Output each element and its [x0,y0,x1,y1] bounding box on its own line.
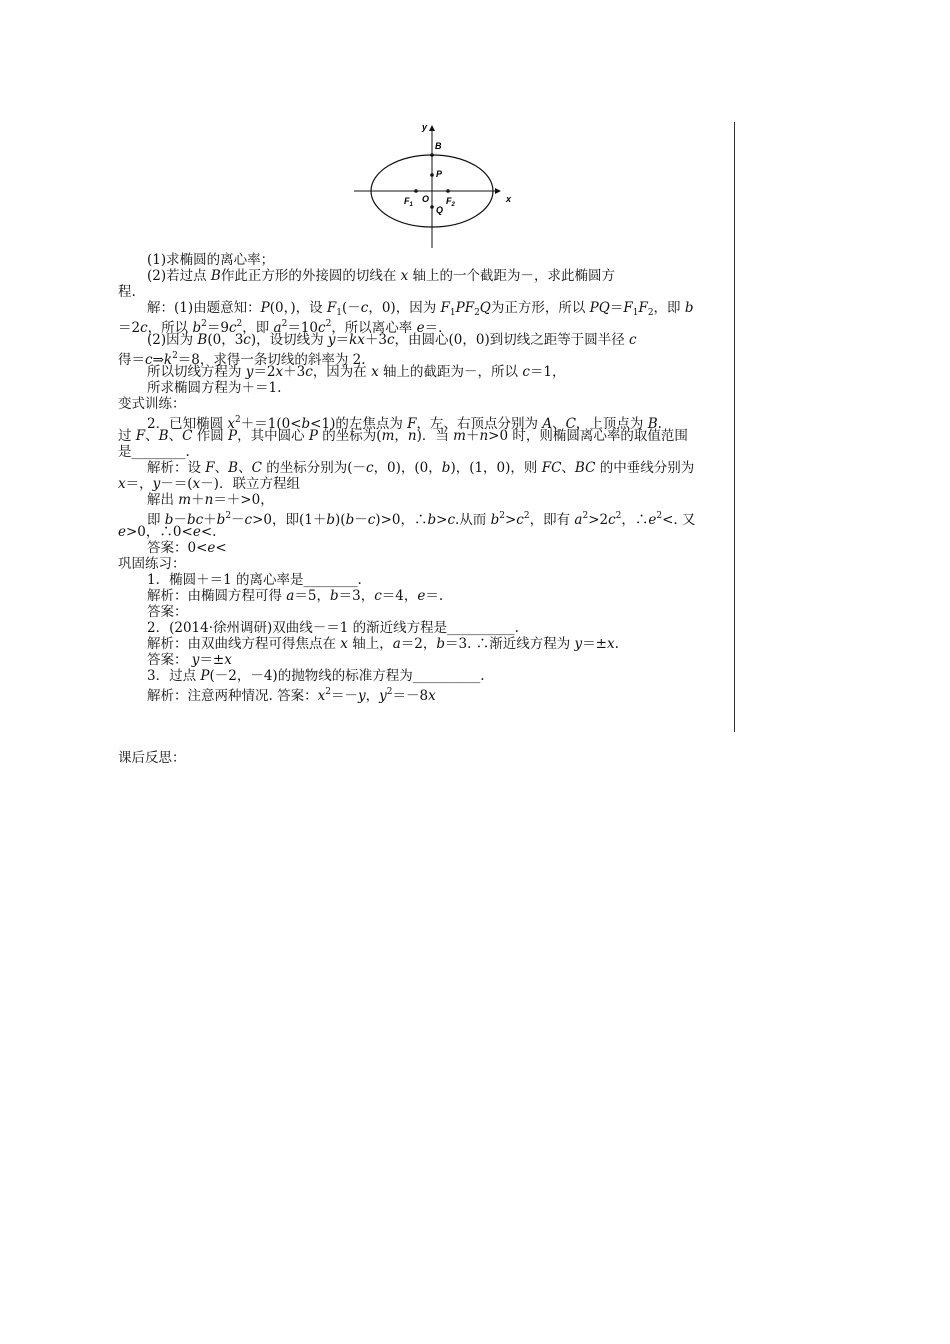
superscript: 2 [325,319,332,329]
math-variable: y [191,652,200,668]
text-run: <. 又 [662,512,696,528]
text-run: ＝4， [381,588,418,604]
superscript: 2 [386,687,393,697]
math-variable: a [286,588,295,604]
text-line [147,364,565,380]
text-run: 轴上的截距为－，所以 [378,364,523,380]
math-variable: C [565,416,576,432]
superscript: 2 [281,319,288,329]
math-variable: c [374,588,382,604]
text-run: > [436,512,448,528]
text-run: ， [365,688,380,704]
math-variable: b [192,320,202,336]
math-variable: x [317,688,326,704]
superscript: 2 [523,511,530,521]
label-x: x [506,194,512,204]
math-variable: c [360,300,369,316]
text-run: )，(1，0)，则 [450,460,542,476]
text-line [147,380,281,396]
point-b [430,153,434,157]
text-run: 得＝ [118,352,145,368]
text-run: ＝5， [294,588,330,604]
text-run: ＝3. ∴渐近线方程为 [445,636,575,652]
subscript: 2 [647,308,654,318]
superscript: 2 [235,415,241,425]
math-variable: x [428,688,436,704]
math-variable: b [490,512,500,528]
text-run: ⇒ [152,352,164,368]
math-variable: PQ [589,300,610,316]
math-variable: c [243,332,251,348]
text-run: ＝＋>0， [213,492,274,508]
text-line [147,636,619,652]
ellipse-figure [352,120,522,250]
superscript: 2 [236,319,243,329]
text-run: 的坐标分别为(－ [261,460,366,476]
math-variable: FC [541,460,562,476]
text-line [147,540,227,556]
text-run: 作圆 [192,428,229,444]
text-run: ＝ [335,332,350,348]
text-run: <. [200,524,217,540]
math-variable: m [453,428,466,444]
text-run: 即 [147,512,165,528]
math-variable: x [400,268,409,284]
math-variable: b [301,416,311,432]
math-variable: b [164,512,174,528]
text-line [118,476,300,492]
math-variable: e [192,524,201,540]
text-run: ，0)，(0， [373,460,442,476]
point-f2 [446,189,450,193]
text-run: 所以切线方程为 [147,364,246,380]
text-line [147,588,443,604]
math-variable: C [182,428,193,444]
text-run: 解：(1)由题意知： [147,300,261,316]
text-run: 的中垂线分别为 [595,460,695,476]
math-variable: b [326,512,336,528]
text-line [147,572,362,588]
math-variable: n [479,428,489,444]
math-variable: b [436,636,446,652]
math-variable: x [227,416,236,432]
math-variable: c [305,364,313,380]
text-run: ＝， [125,476,153,492]
text-run: 解析：注意两种情况. 答案： [147,688,318,704]
point-p [430,173,434,177]
math-variable: BC [574,460,596,476]
margin-rule [734,122,735,732]
superscript: 2 [201,319,207,329]
label-b: B [435,141,442,151]
text-run: (2)因为 [147,332,198,348]
label-p: P [436,169,443,179]
text-run: 的坐标为( [318,428,382,444]
math-variable: x [371,364,379,380]
text-run: 、 [214,460,229,476]
subscript: 2 [474,308,480,318]
text-run: ，所以 [147,320,193,336]
math-variable: P [260,300,270,316]
text-run: －＝( [160,476,193,492]
math-variable: A [542,416,553,432]
text-run: (－ [342,300,361,316]
math-variable: x [606,636,615,652]
math-variable: b [427,512,437,528]
text-run: 2．(2014·徐州调研)双曲线－＝1 的渐近线方程是__________. [147,620,519,636]
text-run: 作此正方形的外接圆的切线在 [220,268,401,284]
text-line [118,396,186,412]
math-variable: Q [479,300,491,316]
text-run: )>0，∴ [375,512,428,528]
text-run: 解出 [147,492,179,508]
text-run: ＋ [465,428,480,444]
text-run: ＋3 [364,332,387,348]
text-run: ，∴ [621,512,649,528]
math-variable: B [228,460,239,476]
point-f1 [414,189,418,193]
text-run: 解析：由椭圆方程可得 [147,588,287,604]
text-run: >0 时，则椭圆离心率的取值范围 [488,428,688,444]
text-run: ，因为在 [312,364,372,380]
math-variable: b [441,460,451,476]
text-run: 、 [145,428,159,444]
text-line [118,556,186,572]
text-run: > [504,512,517,528]
label-f1: $F_1$ [404,196,413,208]
text-run: ，所以离心率 [331,320,417,336]
math-variable: c [629,332,637,348]
text-run: ，上顶点为 [575,416,648,432]
text-run: ＝2 [118,320,141,336]
text-run: － [231,512,245,528]
text-run: >2 [588,512,609,528]
text-run: ＋ [191,492,205,508]
text-run: ＝1， [529,364,566,380]
math-variable: n [407,428,417,444]
math-variable: y [574,636,583,652]
math-variable: e [648,512,657,528]
text-run: ，即 [653,300,685,316]
math-variable: y [245,364,254,380]
text-run: ＋＝1(0< [240,416,302,432]
text-run: ＝3， [338,588,375,604]
math-variable: x [118,476,126,492]
point-q [430,205,434,209]
text-line [118,348,366,368]
math-variable: b [345,512,355,528]
text-run: (2)若过点 [147,268,211,284]
math-variable: b [329,588,339,604]
text-line [118,284,136,300]
text-run: 巩固练习： [118,556,186,572]
math-variable: c [228,320,237,336]
text-run: 过 [118,428,136,444]
text-run: ＋3 [283,364,306,380]
text-run: ＝± [582,636,607,652]
text-run: >0，∴0< [126,524,193,540]
text-line [147,508,696,528]
math-variable: a [574,512,583,528]
math-variable: F [135,428,146,444]
text-run: ＝2 [253,364,276,380]
text-line [147,684,436,704]
math-variable: y [379,688,387,704]
text-line [147,460,694,476]
math-variable: x [275,364,284,380]
math-variable: c [522,364,530,380]
math-variable: c [244,512,253,528]
text-line [147,300,694,316]
math-variable: F [638,300,648,316]
text-run: ＝9 [206,320,229,336]
text-run: 轴上， [347,636,393,652]
math-variable: c [447,512,455,528]
text-line [118,524,216,540]
text-run: 解析：由双曲线方程可得焦点在 [147,636,341,652]
text-run: ，即有 [529,512,575,528]
math-variable: B [647,416,658,432]
math-variable: C [251,460,262,476]
math-variable: kx [349,332,365,348]
math-variable: e [207,540,216,556]
text-run: 2．已知椭圆 [147,416,228,432]
text-run: . [657,416,662,432]
text-run: <1)的左焦点为 [310,416,408,432]
text-run: 、 [168,428,183,444]
math-variable: e [417,588,426,604]
text-line [147,668,485,684]
math-variable: x [340,636,348,652]
text-run: (1)求椭圆的离心率； [147,252,275,268]
text-line [147,652,232,668]
math-variable: y [327,332,336,348]
text-line [147,492,274,508]
text-line [147,252,274,268]
text-run: ＝. [424,320,443,336]
math-variable: b [216,512,226,528]
superscript: 2 [225,511,232,521]
text-run: 答案： [147,604,188,620]
math-variable: F [440,300,450,316]
label-o: O [422,194,430,204]
label-f2: $F_2$ [446,196,455,208]
text-run: 3．过点 [147,668,201,684]
math-variable: c [516,512,524,528]
text-run: >0，即(1＋ [252,512,327,528]
text-run: 1．椭圆＋＝1 的离心率是________. [147,572,362,588]
superscript: 2 [656,511,663,521]
math-variable: B [197,332,208,348]
text-run: 答案：0< [147,540,208,556]
math-variable: c [367,512,376,528]
math-variable: PF [455,300,475,316]
superscript: 2 [172,351,178,361]
text-run: < [215,540,227,556]
text-run: 所求椭圆方程为＋＝1. [147,380,282,396]
text-run: ＝± [199,652,225,668]
text-line [118,444,190,460]
text-run: － [354,512,368,528]
text-run: 、 [561,460,575,476]
superscript: 2 [615,511,622,521]
text-run: ，左、右顶点分别为 [416,416,543,432]
text-run: － [173,512,187,528]
subscript: 1 [336,308,342,318]
text-run: 、 [238,460,252,476]
text-line [147,412,662,432]
text-run: ＝－ [330,688,358,704]
after-class-reflection: 课后反思： [118,750,186,766]
math-variable: F [623,300,633,316]
text-run: ＝8，求得一条切线的斜率为 2. [177,352,366,368]
text-run: ， [394,428,408,444]
text-run: 解析：设 [147,460,206,476]
math-variable: c [386,332,395,348]
math-variable: F [326,300,337,316]
text-run: ＝ [609,300,624,316]
text-line [147,268,615,284]
math-variable: P [228,428,238,444]
math-variable: e [118,524,126,540]
text-run: ＝－8 [392,688,429,704]
text-line [147,620,519,636]
text-line [147,604,188,620]
text-line [147,332,637,348]
math-variable: c [318,320,326,336]
text-run: (0，3 [207,332,244,348]
text-run: ＋ [203,512,217,528]
text-run: 变式训练： [118,396,186,412]
math-variable: x [192,476,201,492]
text-run: 答案： [147,652,192,668]
text-run: ，其中圆心 [237,428,309,444]
subscript: 1 [449,308,456,318]
text-line [118,428,688,444]
superscript: 2 [582,511,589,521]
math-variable: x [224,652,232,668]
math-variable: F [407,416,417,432]
subscript: 1 [632,308,639,318]
math-variable: e [416,320,425,336]
math-variable: m [178,492,192,508]
label-y: y [422,122,428,132]
text-run: ＝2， [400,636,437,652]
text-run: 是________. [118,444,190,460]
text-run: 为正方形，所以 [490,300,590,316]
math-variable: a [273,320,282,336]
math-variable: y [152,476,161,492]
text-run: ，由圆心(0，0)到切线之距等于圆半径 [394,332,630,348]
math-variable: k [163,352,173,368]
text-run: 轴上的一个截距为－，求此椭圆方 [408,268,616,284]
math-variable: P [308,428,319,444]
math-variable: c [140,320,148,336]
math-variable: B [210,268,221,284]
math-variable: a [392,636,401,652]
math-variable: c [366,460,374,476]
math-variable: b [684,300,694,316]
math-variable: n [204,492,214,508]
math-variable: P [200,668,210,684]
text-run: ＝10 [287,320,319,336]
text-run: (－2，－4)的抛物线的标准方程为__________. [209,668,485,684]
text-run: )( [335,512,346,528]
superscript: 2 [499,511,505,521]
text-run: 、 [552,416,566,432]
math-variable: c [145,352,153,368]
superscript: 2 [325,687,331,697]
math-variable: F [205,460,215,476]
text-run: －)．联立方程组 [200,476,300,492]
text-run: . [614,636,619,652]
text-run: (0，)，设 [269,300,327,316]
text-run: ＝. [425,588,444,604]
text-run: .从而 [455,512,491,528]
math-variable: m [381,428,395,444]
text-run: ，即 [242,320,274,336]
math-variable: c [608,512,616,528]
text-run: )．当 [416,428,454,444]
text-run: 程. [118,284,136,300]
math-variable: B [158,428,169,444]
math-variable: bc [186,512,204,528]
text-run: ，0)，因为 [368,300,441,316]
text-run: )，设切线为 [250,332,328,348]
label-q: Q [436,205,444,215]
math-variable: y [357,688,366,704]
text-line [118,316,443,336]
